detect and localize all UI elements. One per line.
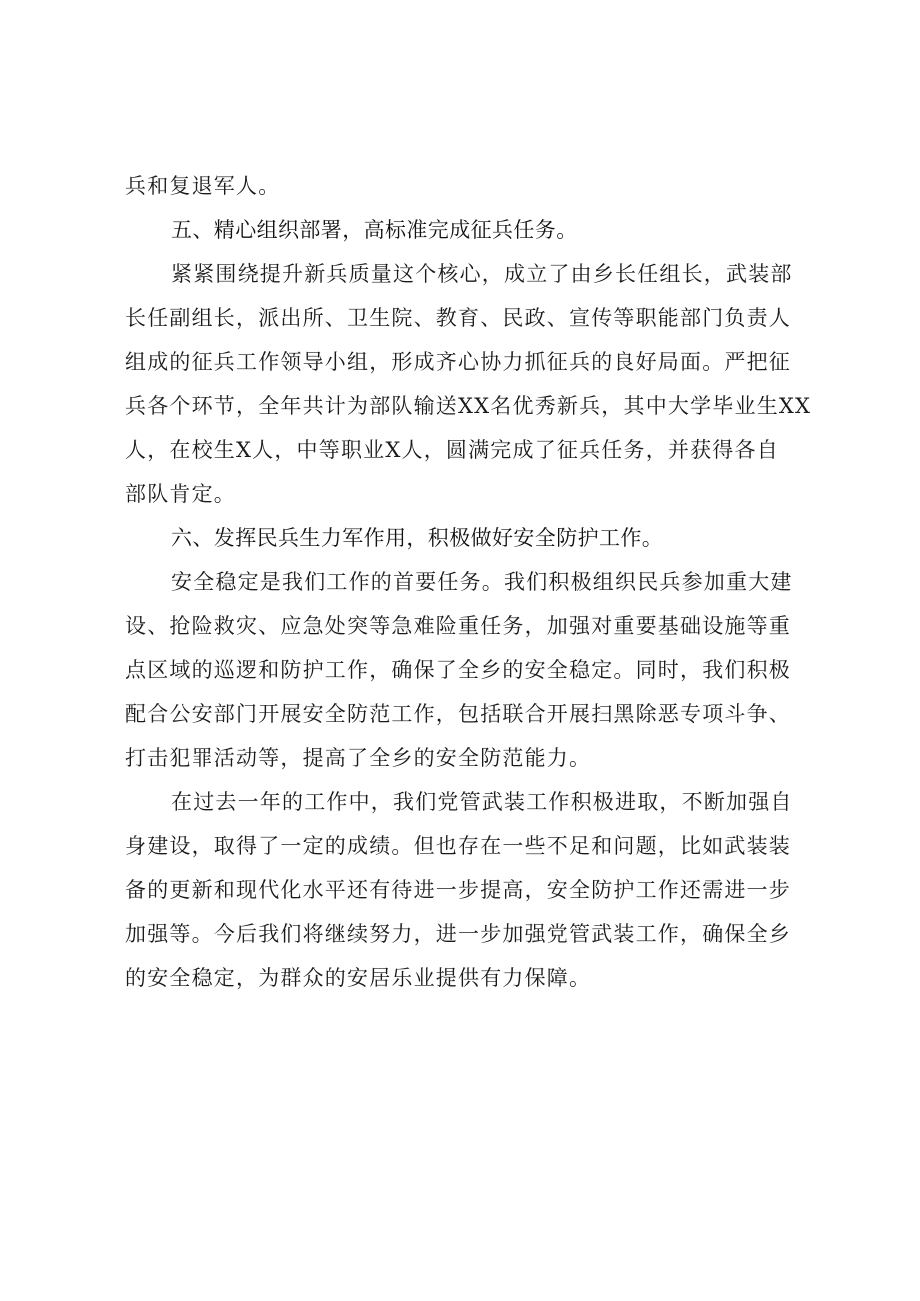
text-line: 兵和复退军人。	[125, 174, 281, 198]
paragraph-conclusion	[125, 780, 813, 1000]
text-line: 长任副组长，派出所、卫生院、教育、民政、宣传等职能部门负责人	[125, 306, 791, 330]
text-line: 安全稳定是我们工作的首要任务。我们积极组织民兵参加重大建	[171, 570, 793, 594]
text-line: 兵各个环节，全年共计为部队输送XX名优秀新兵，其中大学毕业生XX	[125, 394, 812, 418]
text-line: 加强等。今后我们将继续努力，进一步加强党管武装工作，确保全乡	[125, 922, 791, 946]
text-line: 配合公安部门开展安全防范工作，包括联合开展扫黑除恶专项斗争、	[125, 702, 791, 726]
text-line: 备的更新和现代化水平还有待进一步提高，安全防护工作还需进一步	[125, 878, 791, 902]
paragraph-section-6	[125, 560, 813, 780]
text-line: 点区域的巡逻和防护工作，确保了全乡的安全稳定。同时，我们积极	[125, 658, 791, 682]
text-line: 紧紧围绕提升新兵质量这个核心，成立了由乡长任组长，武装部	[171, 262, 793, 286]
paragraph-continuation	[125, 164, 813, 208]
section-heading-6: 六、发挥民兵生力军作用，积极做好安全防护工作。	[171, 526, 664, 550]
section-heading-5: 五、精心组织部署，高标准完成征兵任务。	[171, 218, 578, 242]
text-line: 设、抢险救灾、应急处突等急难险重任务，加强对重要基础设施等重	[125, 614, 791, 638]
text-line: 人，在校生X人，中等职业X人，圆满完成了征兵任务，并获得各自	[125, 438, 779, 462]
text-line: 部队肯定。	[125, 482, 236, 506]
text-line: 身建设，取得了一定的成绩。但也存在一些不足和问题，比如武装装	[125, 834, 791, 858]
paragraph-section-5	[125, 252, 813, 516]
text-line: 的安全稳定，为群众的安居乐业提供有力保障。	[125, 966, 592, 990]
text-line: 组成的征兵工作领导小组，形成齐心协力抓征兵的良好局面。严把征	[125, 350, 791, 374]
text-line: 打击犯罪活动等，提高了全乡的安全防范能力。	[125, 746, 592, 770]
text-line: 在过去一年的工作中，我们党管武装工作积极进取，不断加强自	[171, 790, 793, 814]
